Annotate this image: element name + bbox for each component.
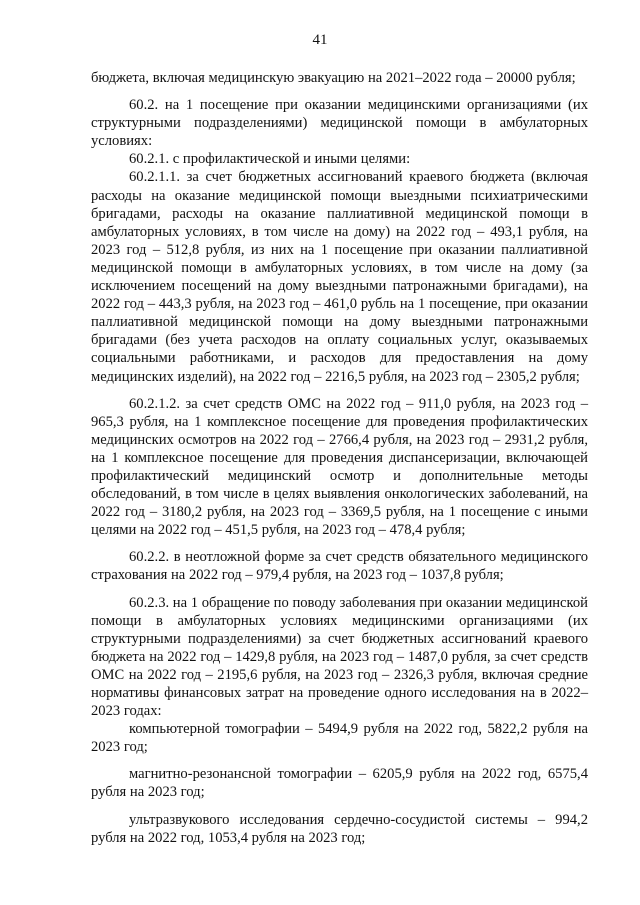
paragraph-60-2-1-1: 60.2.1.1. за счет бюджетных ассигнований краевого бюджета (включая расходы на оказание медицинской помощи выездными психиатрическими бригадами, расходы на оказание паллиативной медицинской помощи в амбулаторных условиях, в том числе на дому) на 2022 год – 493,1 рубля, на 2023 год – 512,8 рубля, из них на 1 посещение при оказании паллиативной медицинской помощи в амбулаторных условиях, в том числе на дому (за исключением посещений на дому выездными патронажными бригадами), на 2022 год – 443,3 рубля, на 2023 год – 461,0 рубль на 1 посещение, при оказании паллиативной медицинской помощи на дому выездными патронажными бригадами (без учета расходов на оплату социальных услуг, оказываемых социальными работниками, и расходов для предоставления на дому медицинских изделий), на 2022 год – 2216,5 рубля, на 2023 год – 2305,2 рубля;	[91, 169, 588, 385]
paragraph-60-2-1-2: 60.2.1.2. за счет средств ОМС на 2022 год – 911,0 рубля, на 2023 год – 965,3 рубля, на 1 комплексное посещение для проведения профилактических медицинских осмотров на 2022 год – 2766,4 рубля, на 2023 год – 2931,2 рубля, на 1 комплексное посещение для проведения диспансеризации, включающей профилактический медицинский осмотр и дополнительные методы обследований, в том числе в целях выявления онкологических заболеваний, на 2022 год – 3180,2 рубля, на 2023 год – 3369,5 рубля, на 1 посещение с иными целями на 2022 год – 451,5 рубля, на 2023 год – 478,4 рубля;	[91, 395, 588, 539]
page-number: 41	[312, 32, 328, 48]
paragraph-60-2-1: 60.2.1. с профилактической и иными целями:	[129, 151, 411, 168]
paragraph-60-2-2: 60.2.2. в неотложной форме за счет средств обязательного медицинского страхования на 2022 год – 979,4 рубля, на 2023 год – 1037,8 рубля;	[91, 549, 588, 584]
paragraph-60-2: 60.2. на 1 посещение при оказании медицинскими организациями (их структурными подразделениями) медицинской помощи в амбулаторных условиях:	[91, 97, 588, 150]
paragraph-computed-tomography: компьютерной томографии – 5494,9 рубля на 2022 год, 5822,2 рубля на 2023 год;	[91, 721, 588, 756]
paragraph-60-2-3: 60.2.3. на 1 обращение по поводу заболевания при оказании медицинской помощи в амбулаторных условиях медицинскими организациями (их структурными подразделениями) за счет бюджетных ассигнований краевого бюджета на 2022 год – 1429,8 рубля, на 2023 год – 1487,0 рубля, за счет средств ОМС на 2022 год – 2195,6 рубля, на 2023 год – 2326,3 рубля, включая средние нормативы финансовых затрат на проведение одного исследования на в 2022–2023 годах:	[91, 594, 588, 720]
paragraph-cardiovascular-ultrasound: ультразвукового исследования сердечно-сосудистой системы – 994,2 рубля на 2022 год, 1053,4 рубля на 2023 год;	[91, 811, 588, 846]
paragraph-mri: магнитно-резонансной томографии – 6205,9 рубля на 2022 год, 6575,4 рубля на 2023 год;	[91, 766, 588, 801]
document-body	[91, 69, 588, 847]
paragraph-budget-evacuation: бюджета, включая медицинскую эвакуацию на 2021–2022 года – 20000 рубля;	[91, 70, 576, 86]
